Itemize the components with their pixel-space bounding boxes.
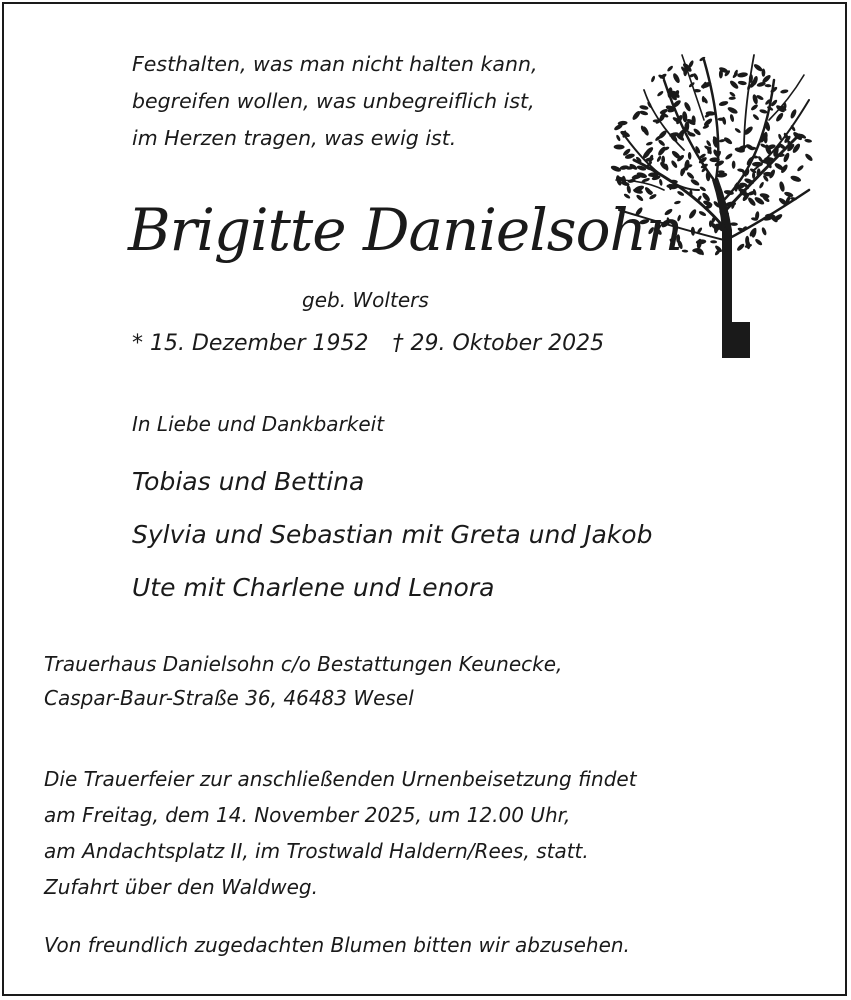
ceremony-line: am Andachtsplatz II, im Trostwald Haldern/Rees, statt. [44, 839, 589, 863]
address-line: Trauerhaus Danielsohn c/o Bestattungen Keunecke, [44, 652, 563, 676]
poem-line: im Herzen tragen, was ewig ist. [132, 126, 457, 150]
deceased-name: Brigitte Danielsohn [128, 196, 683, 264]
obituary-notice [2, 2, 847, 996]
mourning-house-address [44, 647, 562, 715]
address-line: Caspar-Baur-Straße 36, 46483 Wesel [44, 686, 414, 710]
life-dates [132, 327, 604, 361]
mourners-intro: In Liebe und Dankbarkeit [132, 412, 385, 436]
maiden-name: geb. Wolters [302, 288, 429, 312]
mourners-list [132, 455, 652, 614]
poem-line: begreifen wollen, was unbegreiflich ist, [132, 89, 535, 113]
death-date: † 29. Oktober 2025 [392, 331, 605, 356]
ceremony-info [44, 761, 637, 905]
memorial-poem [132, 46, 537, 157]
birth-date: * 15. Dezember 1952 [132, 331, 369, 356]
ceremony-line: am Freitag, dem 14. November 2025, um 12.00 Uhr, [44, 803, 571, 827]
mourner-family: Tobias und Bettina [132, 467, 365, 496]
flowers-request: Von freundlich zugedachten Blumen bitten wir abzusehen. [44, 933, 630, 957]
poem-line: Festhalten, was man nicht halten kann, [132, 52, 538, 76]
ceremony-line: Zufahrt über den Waldweg. [44, 875, 318, 899]
ceremony-line: Die Trauerfeier zur anschließenden Urnenbeisetzung findet [44, 767, 637, 791]
mourner-family: Sylvia und Sebastian mit Greta und Jakob [132, 520, 653, 549]
mourner-family: Ute mit Charlene und Lenora [132, 573, 495, 602]
